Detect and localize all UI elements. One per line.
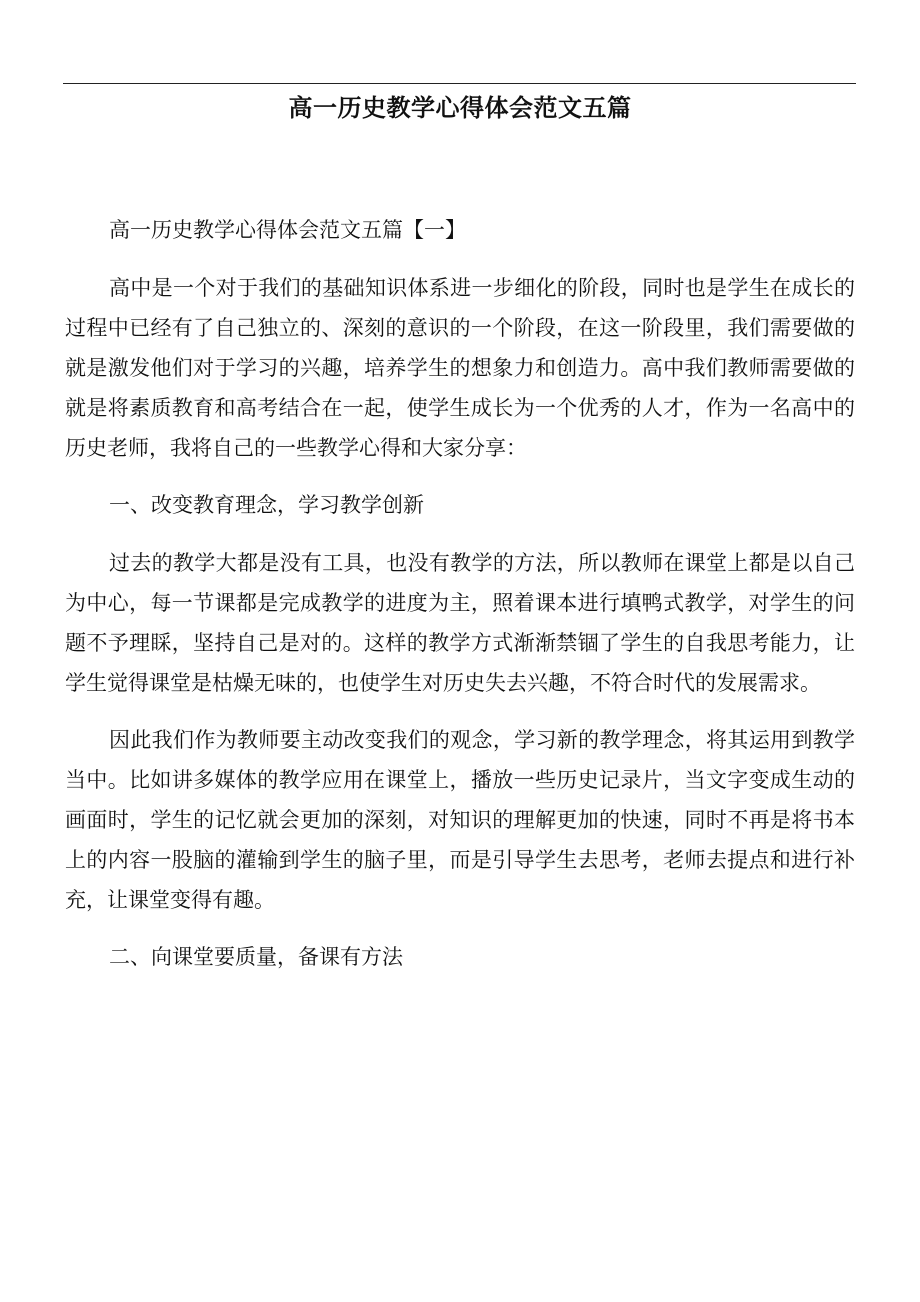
paragraph-2: 过去的教学大都是没有工具，也没有教学的方法，所以教师在课堂上都是以自己为中心，每一节课都是完成教学的进度为主，照着课本进行填鸭式教学，对学生的问题不予理睬，坚持自己是对的。这样的教学方式渐渐禁锢了学生的自我思考能力，让学生觉得课堂是枯燥无味的，也使学生对历史失去兴趣，不符合时代的发展需求。 [65, 551, 855, 695]
paragraph-3: 因此我们作为教师要主动改变我们的观念，学习新的教学理念，将其运用到教学当中。比如讲多媒体的教学应用在课堂上，播放一些历史记录片，当文字变成生动的画面时，学生的记忆就会更加的深刻，对知识的理解更加的快速，同时不再是将书本上的内容一股脑的灌输到学生的脑子里，而是引导学生去思考，老师去提点和进行补充，让课堂变得有趣。 [65, 728, 855, 912]
subheading-2: 二、向课堂要质量，备课有方法 [109, 945, 403, 969]
document-body [65, 210, 855, 995]
section-heading-1: 高一历史教学心得体会范文五篇【一】 [109, 218, 466, 242]
header-rule [63, 83, 856, 84]
paragraph-intro: 高中是一个对于我们的基础知识体系进一步细化的阶段，同时也是学生在成长的过程中已经有了自己独立的、深刻的意识的一个阶段，在这一阶段里，我们需要做的就是激发他们对于学习的兴趣，培养学生的想象力和创造力。高中我们教师需要做的就是将素质教育和高考结合在一起，使学生成长为一个优秀的人才，作为一名高中的历史老师，我将自己的一些教学心得和大家分享： [65, 276, 855, 460]
subheading-1: 一、改变教育理念，学习教学创新 [109, 493, 424, 517]
document-title: 高一历史教学心得体会范文五篇 [288, 93, 632, 122]
